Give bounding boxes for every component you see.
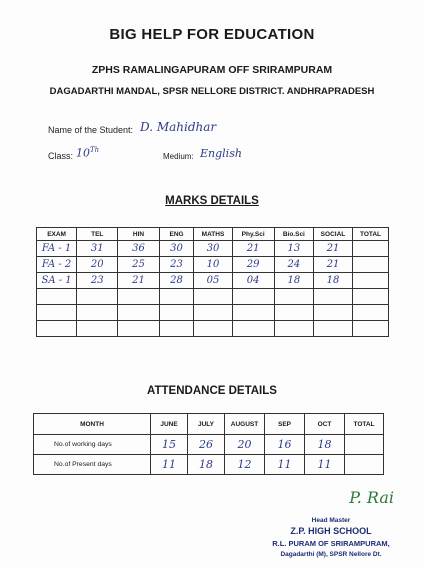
marks-header-cell: ENG: [159, 228, 194, 241]
attendance-header-cell: JUNE: [151, 414, 188, 435]
table-cell: SA - 1: [37, 273, 77, 289]
table-cell: 25: [118, 257, 159, 273]
table-cell: [353, 257, 389, 273]
table-cell: [353, 321, 389, 337]
table-cell: 26: [188, 435, 225, 455]
table-cell: 18: [274, 273, 313, 289]
table-cell: [194, 321, 232, 337]
table-cell: FA - 1: [37, 241, 77, 257]
table-cell: 16: [265, 435, 305, 455]
table-row: [37, 241, 389, 257]
table-cell: [232, 321, 274, 337]
medium-label: Medium:: [163, 152, 194, 161]
student-name-value: D. Mahidhar: [140, 120, 217, 134]
table-cell: 18: [188, 455, 225, 475]
table-cell: 23: [77, 273, 118, 289]
table-cell: 21: [313, 257, 352, 273]
table-cell: 11: [305, 455, 345, 475]
attendance-section-title: ATTENDANCE DETAILS: [147, 385, 277, 397]
table-cell: 11: [151, 455, 188, 475]
table-cell: 31: [77, 241, 118, 257]
table-cell: 05: [194, 273, 232, 289]
table-cell: [274, 321, 313, 337]
table-cell: [353, 305, 389, 321]
table-cell: 30: [194, 241, 232, 257]
table-cell: 12: [225, 455, 265, 475]
table-cell: [118, 289, 159, 305]
table-cell: [353, 273, 389, 289]
table-cell: [159, 321, 194, 337]
table-row: [37, 289, 389, 305]
table-cell: [353, 289, 389, 305]
table-cell: 21: [313, 241, 352, 257]
table-cell: [37, 289, 77, 305]
table-cell: 30: [159, 241, 194, 257]
marks-section-title: MARKS DETAILS: [165, 195, 259, 207]
table-cell: 21: [118, 273, 159, 289]
table-cell: 23: [159, 257, 194, 273]
table-cell: [194, 305, 232, 321]
student-name-label: Name of the Student:: [48, 125, 134, 135]
table-cell: 18: [305, 435, 345, 455]
attendance-table: [33, 413, 384, 475]
table-cell: 20: [225, 435, 265, 455]
attendance-header-cell: SEP: [265, 414, 305, 435]
table-cell: 15: [151, 435, 188, 455]
table-cell: 36: [118, 241, 159, 257]
table-row: [34, 455, 384, 475]
table-cell: [232, 289, 274, 305]
table-cell: 10: [194, 257, 232, 273]
attendance-header-cell: TOTAL: [345, 414, 384, 435]
stamp-place: R.L. PURAM OF SRIRAMPURAM,: [272, 539, 390, 548]
table-cell: 24: [274, 257, 313, 273]
marks-header-cell: HIN: [118, 228, 159, 241]
row-label: No.of Present days: [34, 455, 151, 475]
table-cell: [37, 305, 77, 321]
table-cell: 18: [313, 273, 352, 289]
stamp-role: Head Master: [311, 517, 351, 524]
school-name: ZPHS RAMALINGAPURAM OFF SRIRAMPURAM: [91, 64, 333, 76]
table-cell: 29: [232, 257, 274, 273]
table-cell: 21: [232, 241, 274, 257]
marks-header-row: [37, 228, 389, 241]
table-row: [37, 321, 389, 337]
table-cell: [194, 289, 232, 305]
attendance-header-row: [34, 414, 384, 435]
table-cell: [313, 321, 352, 337]
class-label: Class:: [48, 151, 74, 161]
stamp-district: Dagadarthi (M), SPSR Nellore Dt.: [280, 551, 382, 558]
marks-header-cell: Phy.Sci: [232, 228, 274, 241]
table-row: [37, 273, 389, 289]
table-cell: [345, 455, 384, 475]
attendance-header-cell: AUGUST: [225, 414, 265, 435]
attendance-header-cell: JULY: [188, 414, 225, 435]
table-cell: 11: [265, 455, 305, 475]
table-cell: [37, 321, 77, 337]
table-cell: [118, 321, 159, 337]
table-cell: [274, 305, 313, 321]
marks-header-cell: EXAM: [37, 228, 77, 241]
marks-header-cell: TOTAL: [353, 228, 389, 241]
medium-value: English: [200, 147, 242, 160]
headmaster-signature: P. Rai: [349, 488, 394, 507]
table-cell: [77, 321, 118, 337]
table-cell: [232, 305, 274, 321]
marks-header-cell: SOCIAL: [313, 228, 352, 241]
marks-header-cell: Bio.Sci: [274, 228, 313, 241]
page-title: BIG HELP FOR EDUCATION: [109, 26, 315, 43]
table-row: [34, 435, 384, 455]
table-row: [37, 305, 389, 321]
table-row: [37, 257, 389, 273]
table-cell: FA - 2: [37, 257, 77, 273]
table-cell: [118, 305, 159, 321]
table-cell: [77, 305, 118, 321]
attendance-header-cell: OCT: [305, 414, 345, 435]
table-cell: [274, 289, 313, 305]
class-number: 10: [76, 146, 90, 160]
table-cell: [159, 305, 194, 321]
stamp-school: Z.P. HIGH SCHOOL: [290, 526, 372, 536]
marks-header-cell: TEL: [77, 228, 118, 241]
table-cell: [77, 289, 118, 305]
school-address: DAGADARTHI MANDAL, SPSR NELLORE DISTRICT. ANDHRAPRADESH: [49, 86, 375, 97]
table-cell: [353, 241, 389, 257]
class-suffix: Th: [90, 146, 100, 154]
table-cell: [345, 435, 384, 455]
table-cell: [313, 289, 352, 305]
attendance-header-cell: MONTH: [34, 414, 151, 435]
table-cell: 28: [159, 273, 194, 289]
table-cell: 13: [274, 241, 313, 257]
marks-header-cell: MATHS: [194, 228, 232, 241]
table-cell: 04: [232, 273, 274, 289]
table-cell: [159, 289, 194, 305]
marks-table: [36, 227, 389, 337]
table-cell: 20: [77, 257, 118, 273]
table-cell: [313, 305, 352, 321]
row-label: No.of working days: [34, 435, 151, 455]
class-value: [76, 146, 99, 160]
